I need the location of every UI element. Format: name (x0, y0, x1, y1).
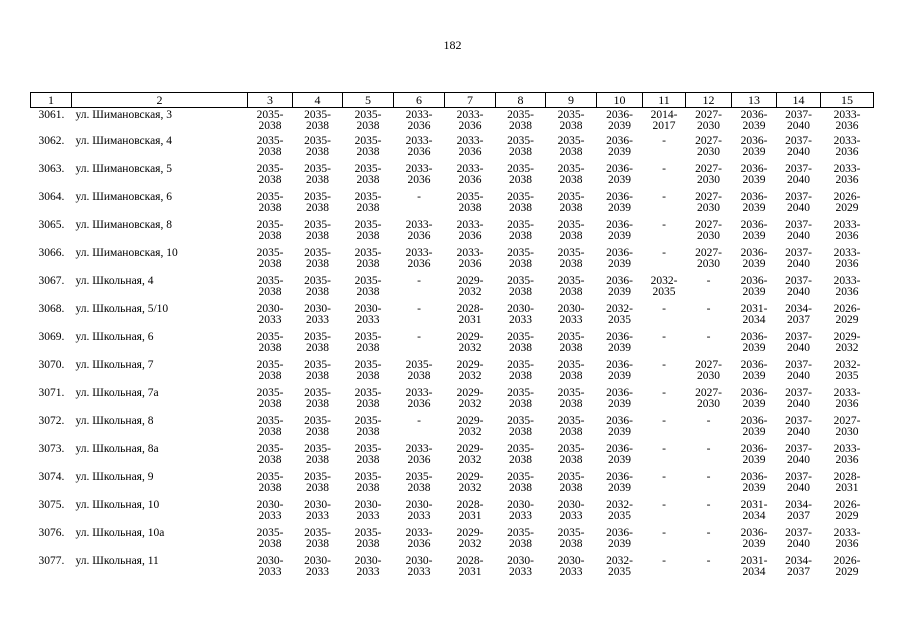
period-cell: 2036- 2039 (606, 190, 633, 214)
table-row (31, 528, 874, 556)
period-cell: 2036- 2039 (606, 526, 633, 550)
period-cell: 2031- 2034 (740, 302, 768, 326)
period-cell: 2035- 2038 (256, 526, 284, 550)
period-cell: 2029- 2032 (833, 330, 861, 354)
address-cell: ул. Школьная, 10а (75, 526, 165, 539)
period-cell: 2035- 2038 (304, 358, 331, 382)
period-cell: - (417, 190, 421, 203)
row-number: 3077. (38, 554, 65, 567)
period-cell: 2035- 2038 (304, 470, 331, 494)
address-cell: ул. Шимановская, 10 (75, 246, 178, 259)
period-cell: 2035- 2038 (405, 358, 433, 382)
period-cell: - (706, 470, 711, 483)
address-cell: ул. Школьная, 7 (75, 358, 154, 371)
row-number: 3073. (38, 442, 65, 455)
table-row (31, 108, 874, 136)
table-row (31, 276, 874, 304)
row-number: 3072. (38, 414, 65, 427)
address-cell: ул. Школьная, 8а (75, 442, 159, 455)
period-cell: 2033- 2036 (405, 162, 433, 186)
period-cell: 2035- 2038 (557, 358, 585, 382)
column-header: 6 (394, 93, 445, 108)
period-cell: 2035- 2038 (557, 218, 585, 242)
period-cell: 2037- 2040 (785, 442, 812, 466)
table-row (31, 304, 874, 332)
period-cell: 2027- 2030 (695, 218, 722, 242)
period-cell: 2035- 2038 (557, 330, 585, 354)
period-cell: 2037- 2040 (785, 109, 812, 132)
period-cell: 2035- 2038 (507, 330, 534, 354)
period-cell: - (706, 442, 711, 455)
period-cell: 2035- 2038 (354, 246, 382, 270)
column-header: 3 (248, 93, 293, 108)
period-cell: 2036- 2039 (606, 330, 633, 354)
period-cell: 2029- 2032 (456, 442, 484, 466)
period-cell: 2030- 2033 (557, 302, 585, 326)
period-cell: 2035- 2038 (354, 162, 382, 186)
period-cell: 2035- 2038 (507, 442, 534, 466)
column-header: 11 (643, 93, 686, 108)
period-cell: 2033- 2036 (405, 134, 433, 158)
table-row (31, 164, 874, 192)
period-cell: 2036- 2039 (606, 109, 633, 132)
row-number: 3068. (38, 302, 65, 315)
period-cell: 2030- 2033 (507, 554, 534, 578)
period-cell: 2035- 2038 (507, 526, 534, 550)
period-cell: 2036- 2039 (606, 246, 633, 270)
period-cell: 2036- 2039 (606, 442, 633, 466)
period-cell: 2035- 2038 (354, 470, 382, 494)
period-cell: 2035- 2038 (354, 330, 382, 354)
period-cell: 2027- 2030 (695, 358, 722, 382)
column-header: 8 (496, 93, 546, 108)
period-cell: 2036- 2039 (740, 162, 768, 186)
table-row (31, 192, 874, 220)
period-cell: 2036- 2039 (740, 442, 768, 466)
period-cell: 2036- 2039 (740, 134, 768, 158)
period-cell: 2035- 2038 (354, 386, 382, 410)
period-cell: 2035- 2038 (256, 134, 284, 158)
table-row (31, 388, 874, 416)
period-cell: 2037- 2040 (785, 190, 812, 214)
column-header: 4 (293, 93, 343, 108)
period-cell: - (706, 274, 711, 287)
period-cell: 2033- 2036 (405, 246, 433, 270)
period-cell: 2030- 2033 (256, 554, 284, 578)
period-cell: 2035- 2038 (507, 134, 534, 158)
table-body (31, 108, 874, 584)
row-number: 3064. (38, 190, 65, 203)
period-cell: 2034- 2037 (785, 554, 812, 578)
period-cell: 2027- 2030 (695, 109, 722, 132)
period-cell: - (662, 162, 666, 175)
period-cell: - (706, 414, 711, 427)
column-header: 10 (597, 93, 643, 108)
period-cell: 2035- 2038 (557, 109, 585, 132)
column-header: 9 (546, 93, 597, 108)
period-cell: 2032- 2035 (833, 358, 861, 382)
period-cell: - (662, 554, 666, 567)
period-cell: 2037- 2040 (785, 526, 812, 550)
address-cell: ул. Школьная, 7а (75, 386, 159, 399)
period-cell: 2030- 2033 (256, 302, 284, 326)
period-cell: 2035- 2038 (507, 358, 534, 382)
period-cell: 2028- 2031 (456, 302, 484, 326)
period-cell: 2037- 2040 (785, 162, 812, 186)
period-cell: 2035- 2038 (507, 386, 534, 410)
period-cell: - (662, 470, 666, 483)
table-row (31, 416, 874, 444)
period-cell: 2033- 2036 (456, 109, 484, 132)
period-cell: 2035- 2038 (557, 162, 585, 186)
table-row (31, 360, 874, 388)
period-cell: 2035- 2038 (557, 386, 585, 410)
period-cell: 2026- 2029 (833, 554, 861, 578)
period-cell: 2014- 2017 (650, 109, 678, 132)
period-cell: 2035- 2038 (304, 526, 331, 550)
period-cell: 2028- 2031 (456, 554, 484, 578)
header-row (31, 93, 874, 108)
period-cell: 2036- 2039 (740, 526, 768, 550)
address-cell: ул. Школьная, 5/10 (75, 302, 169, 315)
period-cell: 2030- 2033 (557, 498, 585, 522)
period-cell: 2027- 2030 (695, 246, 722, 270)
period-cell: - (706, 498, 711, 511)
period-cell: 2035- 2038 (256, 330, 284, 354)
period-cell: 2033- 2036 (833, 274, 861, 298)
table-row (31, 220, 874, 248)
period-cell: 2035- 2038 (304, 330, 331, 354)
period-cell: 2035- 2038 (304, 190, 331, 214)
schedule-table (30, 92, 874, 584)
period-cell: 2033- 2036 (833, 386, 861, 410)
column-header: 1 (31, 93, 72, 108)
period-cell: 2035- 2038 (354, 218, 382, 242)
period-cell: 2036- 2039 (606, 218, 633, 242)
period-cell: 2030- 2033 (256, 498, 284, 522)
period-cell: 2028- 2031 (456, 498, 484, 522)
table-row (31, 472, 874, 500)
period-cell: 2033- 2036 (405, 526, 433, 550)
address-cell: ул. Шимановская, 4 (75, 134, 172, 147)
row-number: 3069. (38, 330, 65, 343)
period-cell: - (662, 302, 666, 315)
period-cell: - (417, 330, 421, 343)
column-header: 5 (343, 93, 394, 108)
period-cell: - (417, 302, 421, 315)
period-cell: 2030- 2033 (405, 554, 433, 578)
period-cell: 2035- 2038 (256, 274, 284, 298)
period-cell: 2036- 2039 (740, 246, 768, 270)
period-cell: 2036- 2039 (740, 358, 768, 382)
period-cell: 2036- 2039 (740, 190, 768, 214)
period-cell: - (662, 414, 666, 427)
period-cell: 2037- 2040 (785, 358, 812, 382)
period-cell: 2037- 2040 (785, 414, 812, 438)
period-cell: 2037- 2040 (785, 470, 812, 494)
period-cell: 2034- 2037 (785, 498, 812, 522)
period-cell: 2032- 2035 (650, 274, 678, 298)
period-cell: 2033- 2036 (833, 109, 861, 132)
period-cell: 2035- 2038 (557, 526, 585, 550)
period-cell: 2035- 2038 (507, 218, 534, 242)
period-cell: 2035- 2038 (256, 162, 284, 186)
period-cell: 2035- 2038 (354, 109, 382, 132)
page-number: 182 (443, 38, 462, 52)
row-number: 3061. (38, 109, 65, 121)
period-cell: 2035- 2038 (256, 190, 284, 214)
period-cell: 2026- 2029 (833, 498, 861, 522)
period-cell: 2035- 2038 (256, 109, 284, 132)
address-cell: ул. Шимановская, 6 (75, 190, 172, 203)
period-cell: - (662, 330, 666, 343)
row-number: 3066. (38, 246, 65, 259)
period-cell: 2035- 2038 (507, 162, 534, 186)
period-cell: - (706, 526, 711, 539)
period-cell: 2027- 2030 (695, 134, 722, 158)
column-header: 14 (777, 93, 821, 108)
period-cell: 2029- 2032 (456, 414, 484, 438)
period-cell: 2033- 2036 (456, 134, 484, 158)
address-cell: ул. Шимановская, 8 (75, 218, 172, 231)
period-cell: 2035- 2038 (507, 274, 534, 298)
period-cell: 2036- 2039 (606, 414, 633, 438)
period-cell: 2037- 2040 (785, 274, 812, 298)
address-cell: ул. Школьная, 8 (75, 414, 154, 427)
period-cell: 2030- 2033 (507, 302, 534, 326)
period-cell: 2035- 2038 (304, 218, 331, 242)
period-cell: 2035- 2038 (304, 109, 331, 132)
period-cell: 2035- 2038 (304, 246, 331, 270)
period-cell: 2029- 2032 (456, 470, 484, 494)
table-row (31, 556, 874, 584)
column-header: 15 (821, 93, 874, 108)
period-cell: 2027- 2030 (695, 162, 722, 186)
period-cell: 2029- 2032 (456, 358, 484, 382)
period-cell: 2035- 2038 (256, 358, 284, 382)
period-cell: 2033- 2036 (405, 386, 433, 410)
period-cell: 2035- 2038 (557, 134, 585, 158)
table-row (31, 332, 874, 360)
period-cell: 2035- 2038 (354, 190, 382, 214)
period-cell: 2036- 2039 (740, 414, 768, 438)
address-cell: ул. Школьная, 4 (75, 274, 154, 287)
period-cell: - (662, 190, 666, 203)
period-cell: 2035- 2038 (304, 162, 331, 186)
period-cell: 2036- 2039 (740, 330, 768, 354)
row-number: 3063. (38, 162, 65, 175)
period-cell: 2033- 2036 (456, 218, 484, 242)
row-number: 3062. (38, 134, 65, 147)
period-cell: 2030- 2033 (304, 302, 331, 326)
address-cell: ул. Школьная, 10 (75, 498, 160, 511)
period-cell: 2036- 2039 (606, 162, 633, 186)
period-cell: 2031- 2034 (740, 498, 768, 522)
period-cell: 2033- 2036 (833, 246, 861, 270)
table-row (31, 500, 874, 528)
period-cell: 2033- 2036 (405, 109, 433, 132)
period-cell: 2035- 2038 (304, 134, 331, 158)
period-cell: 2035- 2038 (557, 190, 585, 214)
period-cell: 2035- 2038 (456, 190, 484, 214)
period-cell: 2035- 2038 (405, 470, 433, 494)
table-row (31, 248, 874, 276)
period-cell: 2035- 2038 (354, 134, 382, 158)
period-cell: 2027- 2030 (695, 386, 722, 410)
period-cell: 2027- 2030 (695, 190, 722, 214)
period-cell: 2035- 2038 (557, 414, 585, 438)
period-cell: 2036- 2039 (606, 134, 633, 158)
address-cell: ул. Школьная, 6 (75, 330, 154, 343)
period-cell: 2035- 2038 (256, 246, 284, 270)
period-cell: 2037- 2040 (785, 218, 812, 242)
period-cell: - (662, 218, 666, 231)
period-cell: 2037- 2040 (785, 330, 812, 354)
period-cell: - (662, 498, 666, 511)
period-cell: 2036- 2039 (740, 470, 768, 494)
address-cell: ул. Школьная, 9 (75, 470, 154, 483)
period-cell: 2035- 2038 (354, 442, 382, 466)
period-cell: - (706, 554, 711, 567)
period-cell: 2033- 2036 (833, 162, 861, 186)
period-cell: 2033- 2036 (456, 246, 484, 270)
period-cell: 2031- 2034 (740, 554, 768, 578)
period-cell: 2030- 2033 (507, 498, 534, 522)
period-cell: 2033- 2036 (405, 442, 433, 466)
period-cell: 2035- 2038 (256, 442, 284, 466)
period-cell: 2029- 2032 (456, 386, 484, 410)
row-number: 3067. (38, 274, 65, 287)
period-cell: 2036- 2039 (606, 274, 633, 298)
period-cell: 2030- 2033 (557, 554, 585, 578)
period-cell: - (662, 442, 666, 455)
period-cell: 2033- 2036 (405, 218, 433, 242)
row-number: 3071. (38, 386, 65, 399)
period-cell: 2035- 2038 (354, 358, 382, 382)
period-cell: - (417, 414, 421, 427)
period-cell: 2033- 2036 (833, 526, 861, 550)
period-cell: 2027- 2030 (833, 414, 861, 438)
address-cell: ул. Шимановская, 5 (75, 162, 172, 175)
column-header: 2 (72, 93, 248, 108)
period-cell: 2035- 2038 (507, 190, 534, 214)
period-cell: 2029- 2032 (456, 330, 484, 354)
period-cell: 2034- 2037 (785, 302, 812, 326)
row-number: 3076. (38, 526, 65, 539)
period-cell: 2026- 2029 (833, 190, 861, 214)
period-cell: 2032- 2035 (606, 554, 633, 578)
period-cell: 2035- 2038 (507, 414, 534, 438)
column-header: 12 (686, 93, 732, 108)
period-cell: 2035- 2038 (304, 414, 331, 438)
period-cell: 2026- 2029 (833, 302, 861, 326)
period-cell: 2035- 2038 (354, 274, 382, 298)
period-cell: - (706, 302, 711, 315)
period-cell: 2037- 2040 (785, 386, 812, 410)
period-cell: 2036- 2039 (740, 386, 768, 410)
column-header: 13 (732, 93, 777, 108)
row-number: 3074. (38, 470, 65, 483)
period-cell: 2035- 2038 (557, 246, 585, 270)
period-cell: 2029- 2032 (456, 274, 484, 298)
period-cell: 2030- 2033 (354, 554, 382, 578)
address-cell: ул. Шимановская, 3 (75, 109, 172, 121)
period-cell: 2033- 2036 (456, 162, 484, 186)
period-cell: 2029- 2032 (456, 526, 484, 550)
period-cell: 2030- 2033 (354, 498, 382, 522)
period-cell: 2036- 2039 (606, 358, 633, 382)
period-cell: - (662, 358, 666, 371)
period-cell: 2037- 2040 (785, 134, 812, 158)
period-cell: - (662, 526, 666, 539)
column-header: 7 (445, 93, 496, 108)
period-cell: 2036- 2039 (740, 109, 768, 132)
period-cell: 2035- 2038 (507, 246, 534, 270)
period-cell: 2035- 2038 (304, 386, 331, 410)
row-number: 3065. (38, 218, 65, 231)
address-cell: ул. Школьная, 11 (75, 554, 159, 567)
period-cell: 2032- 2035 (606, 498, 633, 522)
period-cell: - (417, 274, 421, 287)
period-cell: 2035- 2038 (256, 218, 284, 242)
period-cell: 2037- 2040 (785, 246, 812, 270)
period-cell: 2030- 2033 (304, 554, 331, 578)
period-cell: 2035- 2038 (507, 470, 534, 494)
period-cell: 2035- 2038 (557, 442, 585, 466)
period-cell: 2032- 2035 (606, 302, 633, 326)
period-cell: 2035- 2038 (354, 526, 382, 550)
period-cell: - (662, 386, 666, 399)
period-cell: 2036- 2039 (606, 386, 633, 410)
period-cell: 2033- 2036 (833, 442, 861, 466)
period-cell: 2028- 2031 (833, 470, 861, 494)
row-number: 3075. (38, 498, 65, 511)
period-cell: 2035- 2038 (557, 274, 585, 298)
period-cell: 2035- 2038 (354, 414, 382, 438)
period-cell: 2035- 2038 (557, 470, 585, 494)
period-cell: 2035- 2038 (304, 274, 331, 298)
period-cell: 2033- 2036 (833, 134, 861, 158)
period-cell: 2035- 2038 (256, 470, 284, 494)
period-cell: 2035- 2038 (256, 414, 284, 438)
period-cell: 2035- 2038 (256, 386, 284, 410)
period-cell: 2033- 2036 (833, 218, 861, 242)
period-cell: - (662, 134, 666, 147)
period-cell: 2030- 2033 (304, 498, 331, 522)
period-cell: 2030- 2033 (354, 302, 382, 326)
period-cell: 2036- 2039 (740, 218, 768, 242)
period-cell: 2036- 2039 (740, 274, 768, 298)
period-cell: 2035- 2038 (507, 109, 534, 132)
period-cell: - (706, 330, 711, 343)
period-cell: 2030- 2033 (405, 498, 433, 522)
period-cell: - (662, 246, 666, 259)
table-row (31, 444, 874, 472)
period-cell: 2036- 2039 (606, 470, 633, 494)
table-row (31, 136, 874, 164)
period-cell: 2035- 2038 (304, 442, 331, 466)
row-number: 3070. (38, 358, 65, 371)
